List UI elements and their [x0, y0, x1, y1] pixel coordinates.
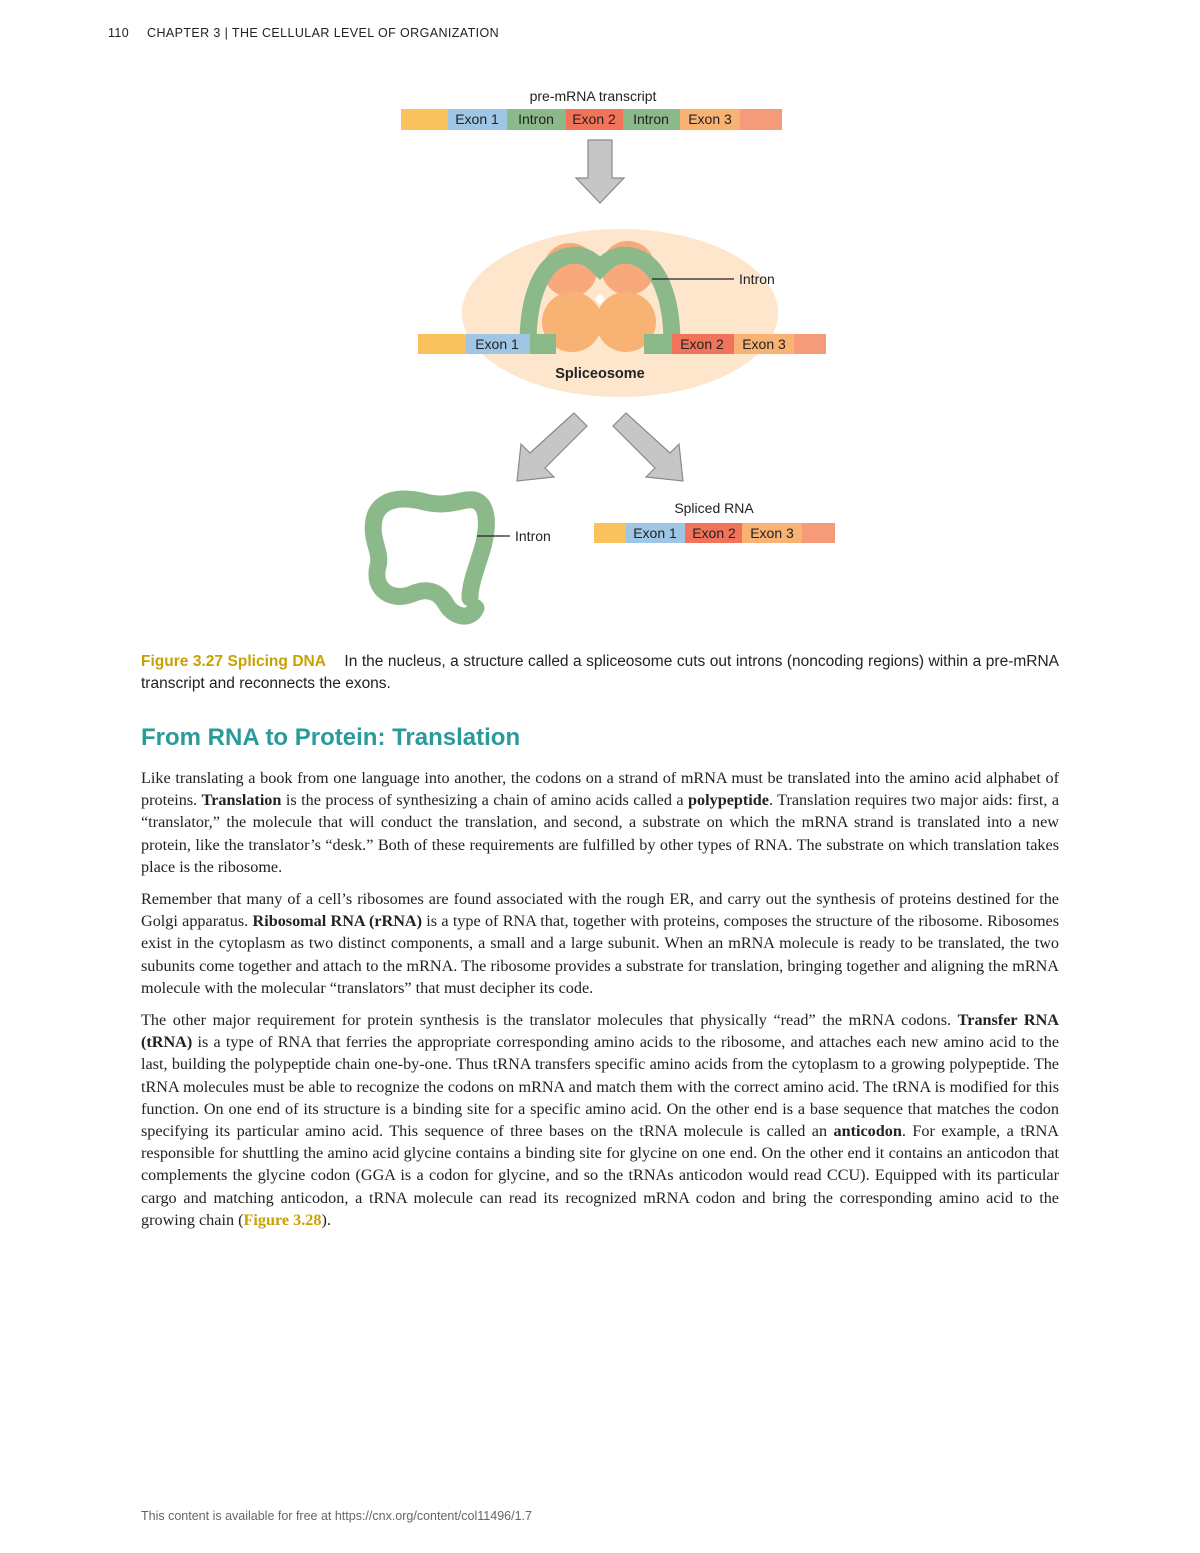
exon3-label: Exon 3	[742, 336, 786, 352]
seg-label: Intron	[518, 111, 554, 127]
seg-label: Exon 3	[750, 525, 794, 541]
key-term: anticodon	[833, 1122, 902, 1141]
key-term: Ribosomal RNA (rRNA)	[252, 912, 423, 931]
seg-label: Exon 3	[688, 111, 732, 127]
paragraph	[141, 767, 1059, 878]
down-arrow-icon	[576, 140, 624, 203]
excised-intron	[373, 499, 551, 616]
spliced-rna-label: Spliced RNA	[674, 500, 754, 516]
text-run: ).	[321, 1210, 331, 1229]
page-number: 110	[108, 26, 130, 40]
body-text	[141, 767, 1059, 1241]
pre-mrna-strip	[401, 109, 782, 130]
spliceosome	[418, 229, 826, 397]
section-title: From RNA to Protein: Translation	[141, 724, 521, 751]
text-run: . For example, a tRNA responsible for shuttling the amino acid glycine contains a binding site for glycine on one end. On the other end it contains an anticodon that complements the glycine codon (GGA is a codon for glycine, and so the tRNAs anticodon would read CCU). Equipped with its particular cargo and matching anticodon, a tRNA molecule can read its recognized mRNA codon and bring the corresponding amino acid to the growing chain (	[141, 1122, 1059, 1229]
intron-bottom-label: Intron	[515, 528, 551, 544]
caption-text: In the nucleus, a structure called a spliceosome cuts out introns (noncoding regions) within a pre-mRNA transcript and reconnects the exons.	[141, 653, 1060, 692]
spliceosome-label: Spliceosome	[555, 366, 645, 382]
splicing-figure	[0, 0, 1200, 645]
seg-label: Exon 1	[455, 111, 499, 127]
seg-label: Exon 2	[692, 525, 736, 541]
intron-label: Intron	[739, 271, 775, 287]
spliced-rna	[594, 500, 835, 543]
down-left-arrow-icon	[517, 413, 587, 481]
text-run: is a type of RNA that, together with proteins, composes the structure of the ribosome. Ribosomes exist in the cytoplasm as two distinct components, a small and a large subunit. When an mRNA molecule is ready to be translated, the two subunits come together and attach to the mRNA. The ribosome provides a substrate for translation, bringing together and aligning the mRNA molecule with the molecular “translators” that must decipher its code.	[141, 912, 1060, 997]
exon2-label: Exon 2	[680, 336, 724, 352]
text-run: is a type of RNA that ferries the appropriate corresponding amino acids to the ribosome, and attaches each new amino acid to the last, building the polypeptide chain one-by-one. Thus tRNA transfers specific amino acids from the cytoplasm to a growing polypeptide. The tRNA molecules must be able to recognize the codons on mRNA and match them with the correct amino acid. The tRNA is modified for this function. On one end of its structure is a binding site for a specific amino acid. On the other end is a base sequence that matches the codon specifying its particular amino acid. This sequence of three bases on the tRNA molecule is called an	[141, 1033, 1060, 1141]
text-run: . Translation requires two major aids: first, a “translator,” the molecule that will conduct the translation, and second, a substrate on which the mRNA strand is translated into a new protein, like the translator’s “desk.” Both of these requirements are fulfilled by other types of RNA. The substrate on which translation takes place is the ribosome.	[141, 791, 1060, 876]
figure-caption	[141, 651, 1059, 695]
text-run: The other major requirement for protein synthesis is the translator molecules that physically “read” the mRNA codons.	[141, 1011, 952, 1030]
caption-label: Figure 3.27 Splicing DNA	[141, 653, 326, 670]
seg-label: Exon 1	[633, 525, 677, 541]
footer-note: This content is available for free at https://cnx.org/content/col11496/1.7	[141, 1509, 532, 1523]
chapter-title: CHAPTER 3 | THE CELLULAR LEVEL OF ORGANIZATION	[147, 26, 500, 40]
seg-label: Exon 2	[572, 111, 616, 127]
seg-label: Intron	[633, 111, 669, 127]
paragraph	[141, 888, 1059, 999]
text-run: Remember that many of a cell’s ribosomes are found associated with the rough ER, and carry out the synthesis of proteins destined for the Golgi apparatus.	[141, 890, 1059, 931]
paragraph	[141, 1009, 1059, 1231]
key-term: Translation	[201, 791, 282, 810]
down-right-arrow-icon	[613, 413, 683, 481]
pre-mrna-label: pre-mRNA transcript	[529, 88, 657, 104]
text-run: is the process of synthesizing a chain of amino acids called a	[285, 791, 684, 810]
key-term: polypeptide	[688, 791, 769, 810]
figure-link[interactable]: Figure 3.28	[243, 1210, 322, 1229]
exon1-label: Exon 1	[475, 336, 519, 352]
key-term: Transfer RNA (tRNA)	[141, 1011, 1059, 1052]
text-run: Like translating a book from one language into another, the codons on a strand of mRNA must be translated into the amino acid alphabet of proteins.	[141, 769, 1059, 810]
